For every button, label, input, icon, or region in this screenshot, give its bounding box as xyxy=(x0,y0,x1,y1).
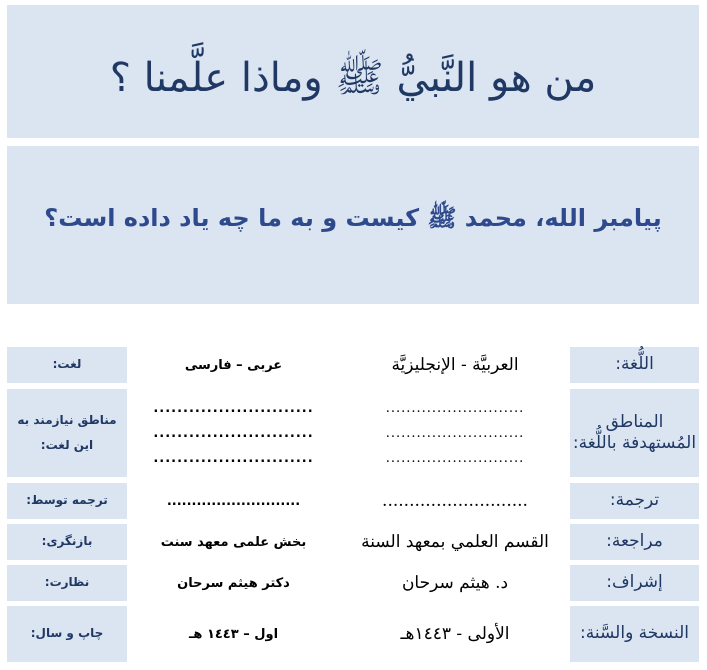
label-translation-fa: ترجمه توسط: xyxy=(7,483,127,519)
label-translation-ar: ترجمة: xyxy=(570,483,699,519)
value-review-ar: القسم العلمي بمعهد السنة xyxy=(361,532,549,552)
value-edition-ar: الأولى - ١٤٤٣هـ xyxy=(400,624,510,644)
regions-fa-line-2: ........................... xyxy=(153,425,314,441)
label-supervision-fa: نظارت: xyxy=(7,565,127,601)
label-language-ar: اللُّغة: xyxy=(570,347,699,383)
page-title: من هو النَّبيُّ ﷺ وماذا علَّمنا ؟ xyxy=(109,54,597,101)
label-language-fa: لغت: xyxy=(7,347,127,383)
value-language-fa: عربی – فارسی xyxy=(184,357,283,373)
value-supervision-ar: د. هيثم سرحان xyxy=(401,573,509,593)
value-edition-fa: اول – ١٤٤٣ هـ xyxy=(188,626,279,642)
label-regions-ar: المناطق المُستهدفة باللُّغة: xyxy=(570,389,699,477)
regions-ar-line-3: ........................... xyxy=(385,450,525,466)
regions-fa-line-1: ........................... xyxy=(153,400,314,416)
value-review-fa: بخش علمی معهد سنت xyxy=(160,534,307,550)
page-subtitle: پیامبر الله، محمد ﷺ کیست و به ما چه یاد داده است؟ xyxy=(44,203,662,232)
label-regions-fa: مناطق نیازمند به این لغت: xyxy=(7,389,127,477)
label-review-fa: بازنگری: xyxy=(7,524,127,560)
value-regions-ar xyxy=(340,389,570,477)
subtitle-banner xyxy=(7,146,699,304)
value-translation-fa: ........................... xyxy=(166,493,301,509)
regions-ar-line-2: ........................... xyxy=(385,425,525,441)
value-regions-fa xyxy=(127,389,340,477)
regions-ar-line-1: ........................... xyxy=(385,400,525,416)
label-edition-fa: چاپ و سال: xyxy=(7,606,127,662)
label-edition-ar: النسخة والسَّنة: xyxy=(570,606,699,662)
label-review-ar: مراجعة: xyxy=(570,524,699,560)
value-supervision-fa: دکتر هیثم سرحان xyxy=(177,575,290,591)
regions-fa-line-3: ........................... xyxy=(153,450,314,466)
value-translation-ar: ........................... xyxy=(382,491,528,511)
value-language-ar: العربيَّة - الإنجليزيَّة xyxy=(391,355,519,375)
title-banner xyxy=(7,5,699,138)
label-supervision-ar: إشراف: xyxy=(570,565,699,601)
